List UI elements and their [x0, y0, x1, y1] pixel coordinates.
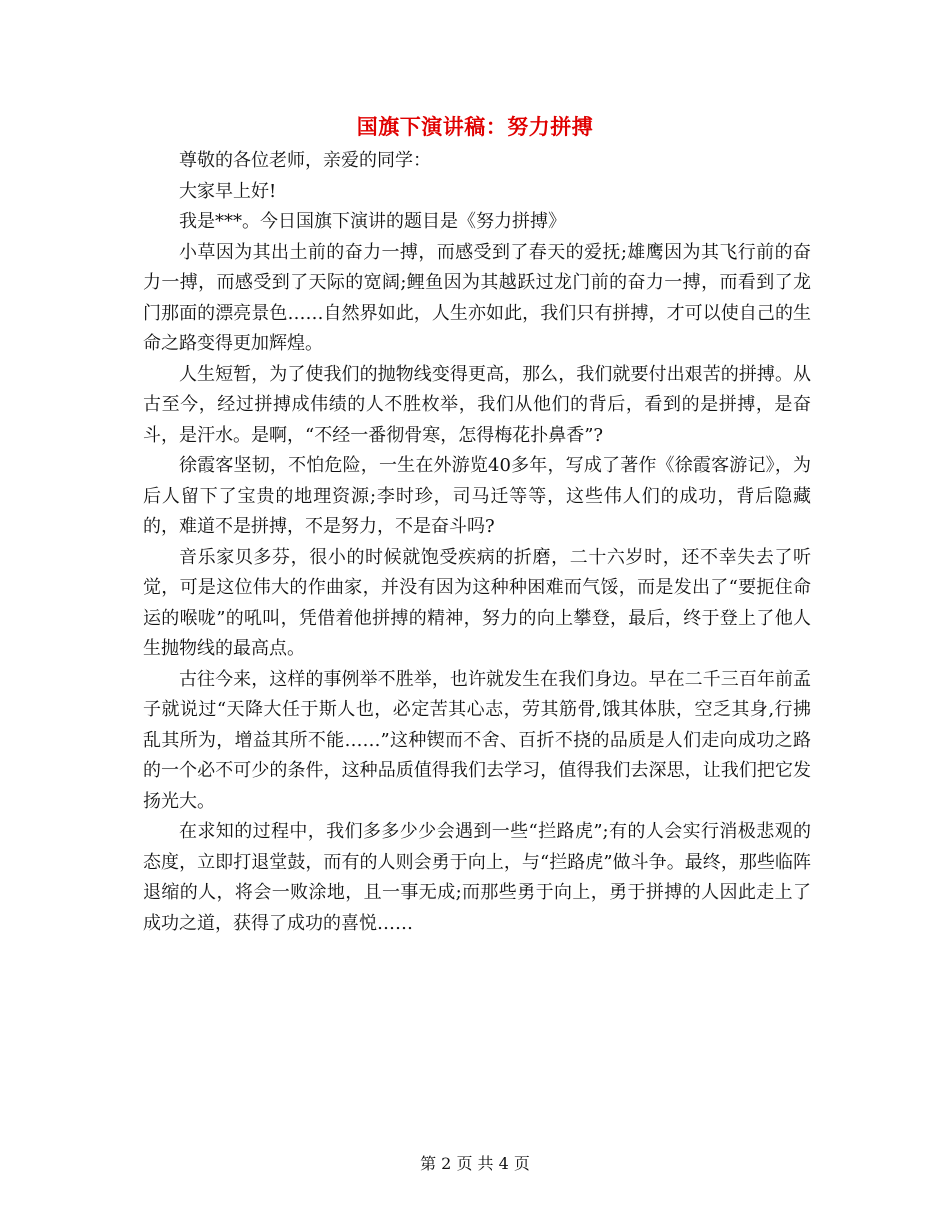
greeting-paragraph: 尊敬的各位老师，亲爱的同学： — [179, 150, 431, 171]
body-paragraph: 古往今来，这样的事例举不胜举，也许就发生在我们身边。早在二千三百年前孟子就说过“天降大任于斯人也，必定苦其心志，劳其筋骨,饿其体肤，空乏其身,行拂乱其所为，增益其所不能……”这种锲而不舍、百折不挠的品质是人们走向成功之路的一个必不可少的条件，这种品质值得我们去学习，值得我们去深思，让我们把它发扬光大。 — [143, 668, 811, 812]
body-paragraph: 徐霞客坚韧，不怕危险，一生在外游览40多年，写成了著作《徐霞客游记》，为后人留下了宝贵的地理资源;李时珍，司马迁等等，这些伟人们的成功，背后隐藏的，难道不是拼搏，不是努力，不是奋斗吗? — [143, 455, 811, 537]
body-paragraph: 音乐家贝多芬，很小的时候就饱受疾病的折磨，二十六岁时，还不幸失去了听觉，可是这位伟大的作曲家，并没有因为这种种困难而气馁，而是发出了“要扼住命运的喉咙”的吼叫，凭借着他拼搏的精神，努力的向上攀登，最后，终于登上了他人生抛物线的最高点。 — [143, 546, 811, 659]
intro-paragraph: 我是***。今日国旗下演讲的题目是《努力拼搏》 — [179, 211, 566, 232]
salutation-paragraph: 大家早上好! — [179, 180, 277, 202]
body-paragraph: 人生短暂，为了使我们的抛物线变得更高，那么，我们就要付出艰苦的拼搏。从古至今，经过拼搏成伟绩的人不胜枚举，我们从他们的背后，看到的是拼搏，是奋斗，是汗水。是啊，“不经一番彻骨寒，怎得梅花扑鼻香”? — [143, 363, 811, 446]
body-paragraph: 在求知的过程中，我们多多少少会遇到一些“拦路虎”;有的人会实行消极悲观的态度，立即打退堂鼓，而有的人则会勇于向上，与“拦路虎”做斗争。最终，那些临阵退缩的人，将会一败涂地，且一事无成;而那些勇于向上，勇于拼搏的人因此走上了成功之道，获得了成功的喜悦…… — [143, 821, 811, 934]
document-title: 国旗下演讲稿：努力拼搏 — [356, 114, 594, 139]
body-paragraph: 小草因为其出土前的奋力一搏，而感受到了春天的爱抚;雄鹰因为其飞行前的奋力一搏，而感受到了天际的宽阔;鲤鱼因为其越跃过龙门前的奋力一搏，而看到了龙门那面的漂亮景色……自然界如此，人生亦如此，我们只有拼搏，才可以使自己的生命之路变得更加辉煌。 — [143, 241, 811, 354]
document-body — [143, 146, 811, 939]
page-number-footer: 第 2 页 共 4 页 — [420, 1154, 530, 1173]
